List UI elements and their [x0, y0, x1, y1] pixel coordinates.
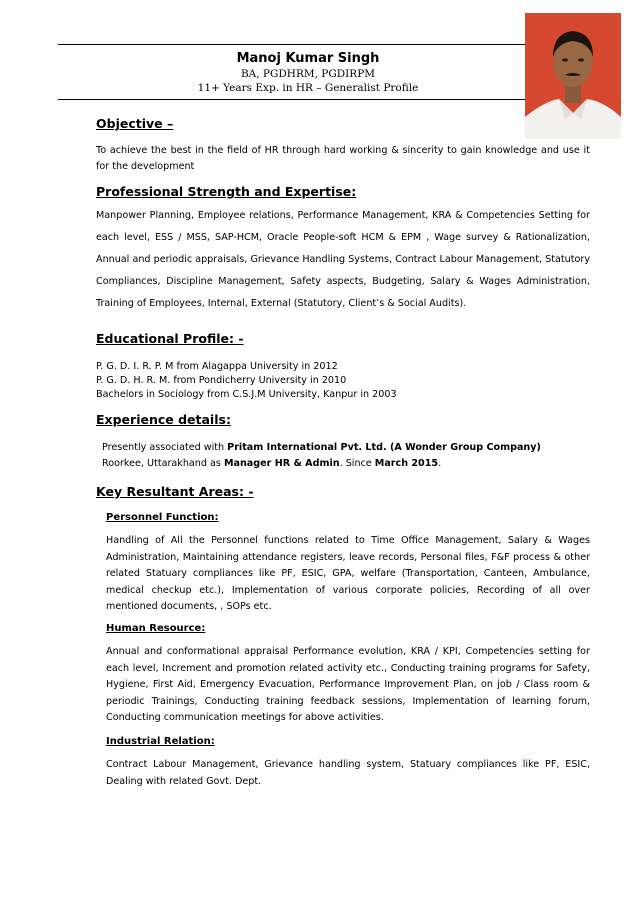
education-list	[96, 360, 590, 402]
kra-human-resource-text: Annual and conformational appraisal Performance evolution, KRA / KPI, Competencies setting for each level, Increment and promotion related activity etc., Conducting training programs for Safety, Hygiene, First Aid, Emergency Evacuation, Performance Improvement Plan, on job / Class room & periodic Trainings, Conducting training feedback sessions, Implementation of learning forum, Conducting communication meetings for above activities.	[106, 646, 590, 723]
candidate-name: Manoj Kumar Singh	[236, 51, 380, 66]
experience-heading	[96, 412, 231, 427]
education-heading: Educational Profile: -	[96, 331, 244, 346]
objective-text: To achieve the best in the field of HR through hard working & sincerity to gain knowledge and use it for the development	[96, 145, 590, 172]
experience-heading-colon: :	[225, 412, 231, 427]
experience-text-part: . Since	[339, 458, 375, 469]
candidate-qualifications: BA, PGDHRM, PGDIRPM	[240, 68, 376, 80]
kra-industrial-relation-text: Contract Labour Management, Grievance handling system, Statuary compliances like PF, ESIC, Dealing with related Govt. Dept.	[106, 759, 590, 787]
kra-personnel-title: Personnel Function:	[106, 512, 219, 523]
profile-photo	[525, 13, 621, 139]
experience-text-part: .	[438, 458, 442, 469]
kra-personnel-text: Handling of All the Personnel functions related to Time Office Management, Salary & Wages Administration, Maintaining attendance registers, leave records, Personal files, F&F process & other related Statuary compliances like PF, ESIC, GPA, welfare (Transportation, Canteen, Ambulance, medical checkup etc.), Implementation of various corporate policies, Recording of all over mentioned documents, , SOPs etc.	[106, 535, 590, 612]
kra-human-resource-title: Human Resource:	[106, 623, 206, 634]
education-item: P. G. D. H. R. M. from Pondicherry University in 2010	[96, 375, 347, 386]
experience-text	[102, 440, 572, 472]
education-item: Bachelors in Sociology from C.S.J.M University, Kanpur in 2003	[96, 389, 397, 400]
kra-heading: Key Resultant Areas: -	[96, 484, 254, 499]
kra-industrial-relation-title: Industrial Relation:	[106, 736, 215, 747]
strength-text: Manpower Planning, Employee relations, Performance Management, KRA & Competencies Setting for each level, ESS / MSS, SAP-HCM, Oracle People-soft HCM & EPM , Wage survey & Rationalization, Annual and periodic appraisals, Grievance Handling Systems, Contract Labour Management, Statutory Compliances, Discipline Management, Safety aspects, Budgeting, Salary & Wages Administration, Training of Employees, Internal, External (Statutory, Client’s & Social Audits).	[96, 210, 590, 309]
experience-company: Pritam International Pvt. Ltd. (A Wonder Group Company)	[227, 442, 541, 453]
experience-role: Manager HR & Admin	[223, 458, 340, 469]
profile-photo-portrait	[525, 13, 621, 139]
strength-heading: Professional Strength and Expertise:	[96, 184, 357, 199]
experience-text-part: Roorkee, Uttarakhand as	[102, 458, 224, 469]
experience-since: March 2015	[374, 458, 439, 469]
candidate-experience-summary: 11+ Years Exp. in HR – Generalist Profile	[197, 82, 419, 94]
experience-heading-text: Experience details	[96, 412, 226, 427]
education-item: P. G. D. I. R. P. M from Alagappa University in 2012	[96, 361, 338, 372]
experience-text-part: Presently associated with	[102, 442, 228, 453]
objective-heading: Objective –	[96, 116, 174, 131]
header-rule-top	[58, 44, 532, 45]
header-rule-bottom	[58, 99, 532, 100]
